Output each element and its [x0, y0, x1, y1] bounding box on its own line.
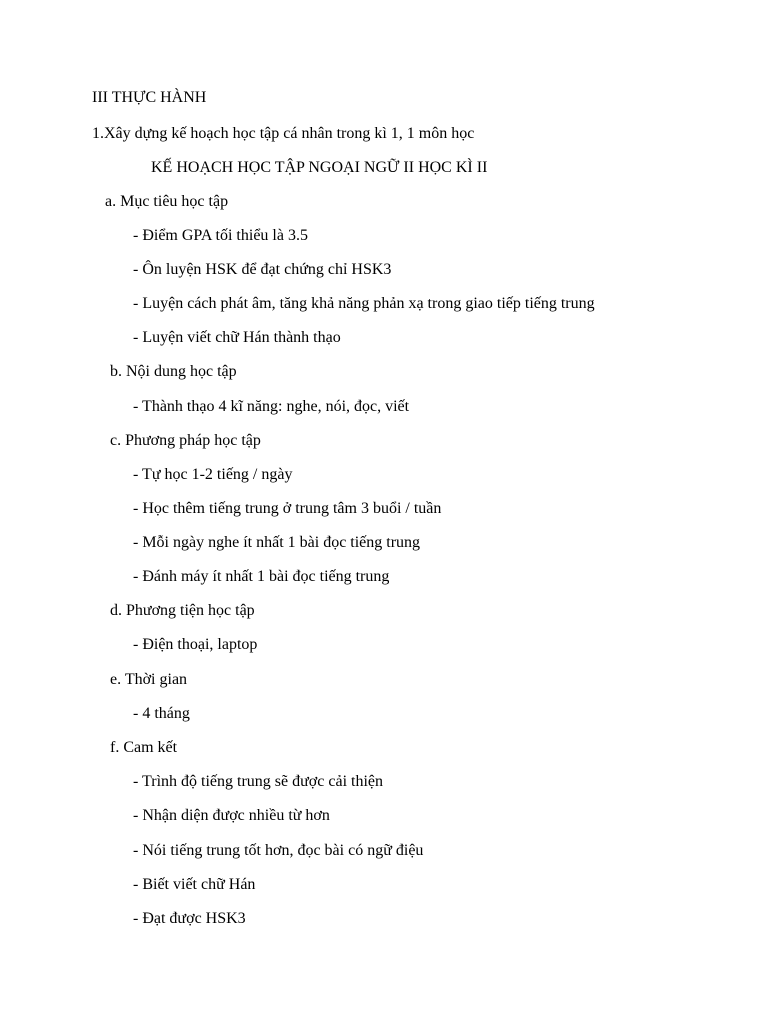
- list-item: - Đạt được HSK3: [133, 909, 246, 929]
- list-item: - Điểm GPA tối thiểu là 3.5: [133, 226, 308, 246]
- list-item: - Nói tiếng trung tốt hơn, đọc bài có ngữ điệu: [133, 841, 423, 861]
- list-item: - Điện thoại, laptop: [133, 635, 257, 655]
- plan-title: KẾ HOẠCH HỌC TẬP NGOẠI NGỮ II HỌC KÌ II: [151, 159, 488, 176]
- section-label-commitment: f. Cam kết: [110, 739, 178, 756]
- list-item: - Trình độ tiếng trung sẽ được cải thiện: [133, 772, 383, 792]
- section-heading: III THỰC HÀNH: [92, 89, 207, 106]
- list-item: - Học thêm tiếng trung ở trung tâm 3 buổi / tuần: [133, 499, 441, 519]
- list-item: - Tự học 1-2 tiếng / ngày: [133, 465, 292, 485]
- section-label-time: e. Thời gian: [110, 671, 188, 688]
- section-label-tools: d. Phương tiện học tập: [110, 602, 255, 619]
- section-label-methods: c. Phương pháp học tập: [110, 432, 261, 449]
- list-item: - Nhận diện được nhiều từ hơn: [133, 806, 330, 826]
- task-heading: 1.Xây dựng kế hoạch học tập cá nhân trong kì 1, 1 môn học: [92, 125, 475, 142]
- list-item: - Biết viết chữ Hán: [133, 875, 255, 895]
- section-label-objectives: a. Mục tiêu học tập: [105, 193, 229, 210]
- list-item: - Thành thạo 4 kĩ năng: nghe, nói, đọc, viết: [133, 397, 409, 417]
- list-item: - 4 tháng: [133, 704, 190, 724]
- section-label-content: b. Nội dung học tập: [110, 363, 237, 380]
- list-item: - Mỗi ngày nghe ít nhất 1 bài đọc tiếng trung: [133, 533, 420, 553]
- list-item: - Đánh máy ít nhất 1 bài đọc tiếng trung: [133, 567, 389, 587]
- list-item: - Luyện viết chữ Hán thành thạo: [133, 328, 341, 348]
- list-item: - Ôn luyện HSK để đạt chứng chỉ HSK3: [133, 260, 391, 280]
- list-item: - Luyện cách phát âm, tăng khả năng phản xạ trong giao tiếp tiếng trung: [133, 294, 595, 314]
